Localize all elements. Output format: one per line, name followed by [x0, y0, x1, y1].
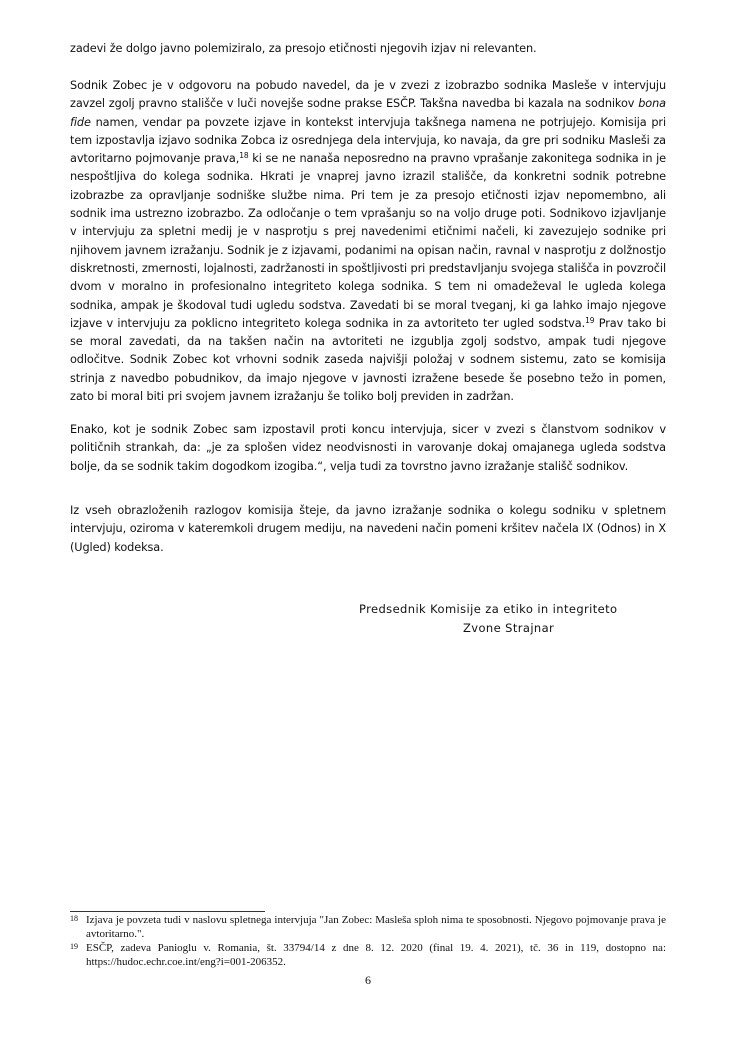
- paragraph-judge-response: [70, 77, 666, 406]
- paragraph-continuation: zadevi že dolgo javno polemiziralo, za presojo etičnosti njegovih izjav ni relevanten.: [70, 42, 537, 55]
- italic-term: bona fide: [70, 97, 666, 129]
- footnote-text: ESČP, zadeva Panioglu v. Romania, št. 33794/14 z dne 8. 12. 2020 (final 19. 4. 2021), tč. 36 in 119, dostopno na: https://hudoc.echr.coe.int/eng?i=001-206352.: [86, 942, 666, 968]
- signature-title: Predsednik Komisije za etiko in integriteto: [359, 602, 618, 616]
- paragraph-text: ki se ne nanaša neposredno na pravno vprašanje zakonitega sodnika in je nespoštljiva do kolega sodnika. Hkrati je vnaprej javno izrazil stališče, da konkretni sodnik potrebne izobrazbe za opravljanje sodniške službe nima. Pri tem je za presojo etičnosti izjav nepomembno, ali sodnik ima ustrezno izobrazbo. Za odločanje o tem vprašanju so na voljo druge poti. Sodnikovo izjavljanje v intervjuju za spletni medij je v nasprotju s prej navedenimi etičnimi načeli, ki zavezujejo sodnike pri njihovem javnem izražanju. Sodnik je z izjavami, podanimi na opisan način, ravnal v nasprotju z dolžnostjo diskretnosti, zmernosti, lojalnosti, zadržanosti in spoštljivosti pri predstavljanju svojega stališča in povzročil dvom v moralno in profesionalno integriteto kolega sodnika. S tem ni omadeževal le ugleda kolega sodnika, ampak je škodoval tudi ugledu sodstva. Zavedati bi se moral tveganj, ki ga lahko imajo njegove izjave v intervjuju za poklicno integriteto kolega sodnika in za avtoriteto ter ugled sodstva.: [70, 152, 666, 330]
- footnote-number: 19: [70, 942, 78, 951]
- signature-block: [359, 600, 689, 638]
- footnote-ref-18[interactable]: 18: [239, 151, 249, 161]
- footnotes: [70, 914, 666, 970]
- footnote-number: 18: [70, 914, 78, 923]
- page-number: 6: [365, 973, 371, 987]
- footnote-separator: [70, 911, 265, 912]
- footnote-text: Izjava je povzeta tudi v naslovu spletnega intervjuja "Jan Zobec: Masleša sploh nima te sposobnosti. Njegovo pojmovanje prava je avtoritarno.".: [86, 914, 666, 940]
- footnote-ref-19[interactable]: 19: [585, 315, 595, 325]
- signature-name: Zvone Strajnar: [463, 621, 555, 635]
- paragraph-political-parties: Enako, kot je sodnik Zobec sam izpostavil proti koncu intervjuja, sicer v zvezi s članstvom sodnikov v političnih strankah, da: „je za splošen videz neodvisnosti in varovanje dokaj omajanega ugleda sodstva bolje, da se sodnik takim dogodkom izogiba.“, velja tudi za tovrstno javno izražanje stališč sodnikov.: [70, 423, 666, 473]
- footnote: [70, 942, 666, 969]
- footnote: [70, 914, 666, 941]
- paragraph-text: Prav tako bi se moral zavedati, da na takšen način na avtoriteti ne izgublja zgolj sodstvo, ampak tudi njegove odločitve. Sodnik Zobec kot vrhovni sodnik zaseda najvišji položaj v sodnem sistemu, zato se komisija strinja z navedbo pobudnikov, da imajo njegove v javnosti izražene besede še posebno težo in pomen, zato bi moral biti pri svojem javnem izražanju še toliko bolj previden in zadržan.: [70, 316, 666, 404]
- paragraph-conclusion: Iz vseh obrazloženih razlogov komisija šteje, da javno izražanje sodnika o kolegu sodniku v spletnem intervjuju, oziroma v kateremkoli drugem mediju, na navedeni način pomeni kršitev načela IX (Odnos) in X (Ugled) kodeksa.: [70, 504, 666, 554]
- paragraph-text: namen, vendar pa povzete izjave in kontekst intervjuja takšnega namena ne potrjujejo. Komisija pri tem izpostavlja izjavo sodnika Zobca iz osrednjega dela intervjuja, ko navaja, da gre pri sodniku Masleši za avtoritarno pojmovanje prava,: [70, 115, 666, 166]
- paragraph-text: Sodnik Zobec je v odgovoru na pobudo navedel, da je v zvezi z izobrazbo sodnika Masleše v intervjuju zavzel zgolj pravno stališče v luči novejše sodne prakse ESČP. Takšna navedba bi kazala na sodnikov: [70, 79, 666, 111]
